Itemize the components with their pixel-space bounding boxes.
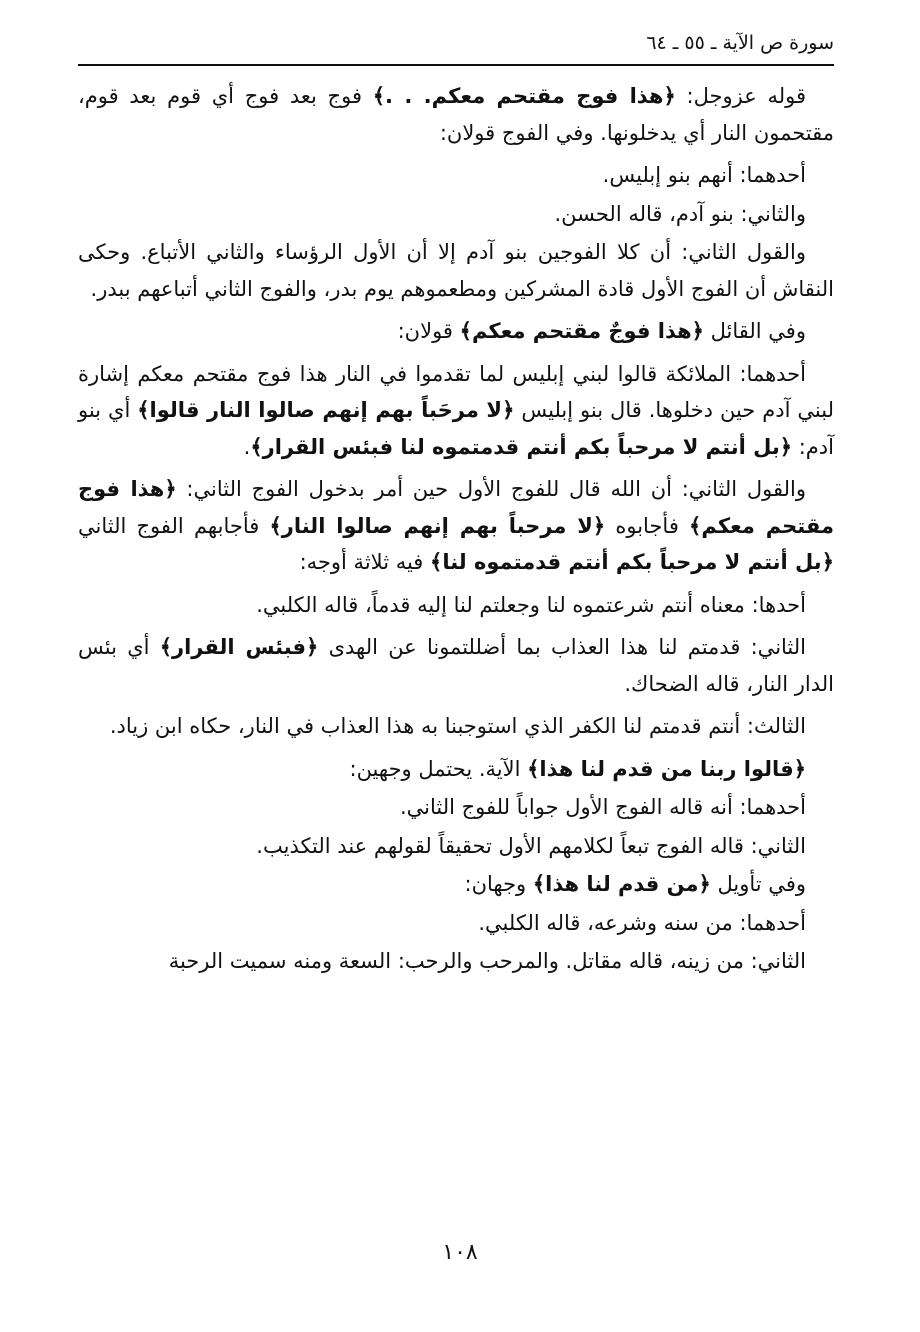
paragraph	[78, 943, 834, 980]
paragraph	[78, 708, 834, 745]
text-run: أحدهما: الملائكة قالوا لبني إبليس لما تقدموا في النار هذا فوج مقتحم معكم إشارة لبني آدم حين دخلوها. قال بنو إبليس	[78, 361, 834, 422]
text-run: أحدها: معناه أنتم شرعتموه لنا وجعلتم لنا إليه قدماً، قاله الكلبي.	[256, 592, 806, 617]
list-paragraph	[78, 828, 834, 865]
text-run: الثاني: قدمتم لنا هذا العذاب بما أضللتمونا عن الهدى	[318, 635, 807, 659]
header-rule	[78, 64, 834, 66]
running-header: سورة ص الآية ـ ٥٥ ـ ٦٤	[646, 32, 834, 54]
paragraph	[78, 629, 834, 702]
paragraph	[78, 234, 834, 307]
text-run: فيه ثلاثة أوجه:	[299, 550, 431, 574]
quran-quote: ﴿هذا فوجٌ مقتحم معكم﴾	[459, 319, 704, 343]
paragraph	[78, 313, 834, 350]
quran-quote: ﴿بل أنتم لا مرحباً بكم أنتم قدمتموه لنا فبئس القرار﴾	[250, 434, 793, 459]
text-run: فأجابهم الفوج الثاني	[78, 513, 270, 538]
text-run: والقول الثاني: أن الله قال للفوج الأول حين أمر بدخول الفوج الثاني:	[176, 477, 806, 501]
quran-quote: ﴿قالوا ربنا من قدم لنا هذا﴾	[527, 756, 806, 781]
quran-quote: ﴿فبئس القرار﴾	[159, 635, 319, 659]
page-number: ١٠٨	[442, 1240, 478, 1265]
text-run: الثاني: قاله الفوج تبعاً لكلامهم الأول تحقيقاً لقولهم عند التكذيب.	[256, 833, 806, 858]
text-run: أحدهما: أنه قاله الفوج الأول جواباً للفوج الثاني.	[399, 795, 806, 819]
list-paragraph	[78, 905, 834, 942]
paragraph	[78, 78, 834, 151]
text-run: الآية. يحتمل وجهين:	[349, 756, 528, 781]
paragraph	[78, 356, 834, 466]
body-text	[78, 78, 834, 980]
text-run: والثاني: بنو آدم، قاله الحسن.	[554, 201, 806, 226]
text-run: وفي القائل	[703, 319, 806, 343]
text-run: قوله عزوجل:	[675, 84, 806, 108]
text-run: أحدهما: أنهم بنو إبليس.	[602, 163, 806, 187]
text-run: أي بئس الدار النار، قاله الضحاك.	[78, 635, 834, 696]
text-run: فأجابوه	[605, 513, 690, 538]
paragraph	[78, 587, 834, 624]
list-paragraph	[78, 196, 834, 233]
text-run: وجهان:	[464, 872, 533, 896]
quran-quote: ﴿هذا فوج مقتحم معكم﴾	[78, 477, 834, 538]
text-run: الثاني: من زينه، قاله مقاتل. والمرحب والرحب: السعة ومنه سميت الرحبة	[168, 949, 806, 973]
quran-quote: ﴿لا مرحَباً بهم إنهم صالوا النار قالوا﴾	[137, 398, 515, 422]
quran-quote: ﴿هذا فوج مقتحم معكم. . .﴾	[372, 84, 676, 108]
list-paragraph	[78, 866, 834, 903]
quran-quote: ﴿لا مرحباً بهم إنهم صالوا النار﴾	[269, 513, 606, 538]
text-run: فوج بعد فوج أي قوم بعد قوم، مقتحمون النار أي يدخلونها. وفي الفوج قولان:	[78, 84, 834, 145]
list-paragraph	[78, 157, 834, 194]
paragraph	[78, 471, 834, 581]
text-run: أحدهما: من سنه وشرعه، قاله الكلبي.	[478, 910, 806, 935]
text-run: وفي تأويل	[710, 872, 806, 896]
book-page	[78, 28, 834, 1318]
text-run: والقول الثاني: أن كلا الفوجين بنو آدم إلا أن الأول الرؤساء والثاني الأتباع. وحكى النقاش أن الفوج الأول قادة المشركين ومطعموهم يوم بدر، والفوج الثاني أتباعهم ببدر.	[78, 240, 834, 301]
list-paragraph	[78, 751, 834, 788]
list-paragraph	[78, 789, 834, 826]
quran-quote: ﴿من قدم لنا هذا﴾	[532, 872, 711, 896]
text-run: قولان:	[397, 319, 460, 343]
text-run: .	[243, 434, 251, 459]
quran-quote: ﴿بل أنتم لا مرحباً بكم أنتم قدمتموه لنا﴾	[430, 550, 834, 574]
text-run: أي بنو آدم:	[78, 398, 834, 459]
text-run: الثالث: أنتم قدمتم لنا الكفر الذي استوجبنا به هذا العذاب في النار، حكاه ابن زياد.	[109, 714, 806, 738]
